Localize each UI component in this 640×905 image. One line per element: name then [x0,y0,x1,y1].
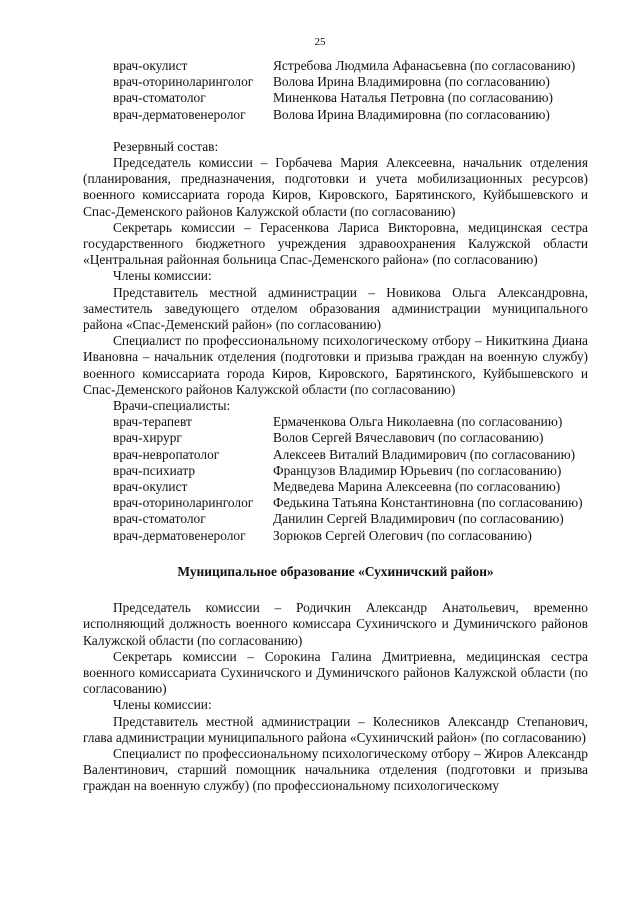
list-item [83,107,588,123]
sukhinichi-local-admin: Представитель местной администрации – Колесников Александр Степанович, глава администрации муниципального района «Сухиничский район» (по согласованию) [83,713,588,745]
specialist-person: Федькина Татьяна Константиновна (по согласованию) [273,495,583,511]
specialist-person: Медведева Марина Алексеевна (по согласованию) [273,479,561,495]
specialist-role: врач-хирург [113,430,182,446]
specialist-person: Алексеев Виталий Владимирович (по согласованию) [273,446,576,462]
reserve-chairman: Председатель комиссии – Горбачева Мария Алексеевна, начальник отделения (планирования, предназначения, подготовки и учета мобилизационных ресурсов) военного комиссариата города Киров, Кировского, Барятинского, Куйбышевского и Спас-Деменского районов Калужской области (по согласованию) [83,155,588,219]
sukhinichi-members-heading: Члены комиссии: [113,697,212,713]
specialist-person: Данилин Сергей Владимирович (по согласованию) [273,511,564,527]
specialist-role: врач-окулист [113,479,188,495]
sukhinichi-secretary: Секретарь комиссии – Сорокина Галина Дмитриевна, медицинская сестра военного комиссариата Сухиничского и Думиничского районов Калужской области (по согласованию) [83,648,588,697]
specialist-role: врач-дерматовенеролог [113,527,246,543]
reserve-doctors-list [83,414,588,544]
reserve-members-heading: Члены комиссии: [113,268,212,284]
reserve-secretary: Секретарь комиссии – Герасенкова Лариса Викторовна, медицинская сестра государственного бюджетного учреждения здравоохранения Калужской области «Центральная районная больница Спас-Деменского района» (по согласованию) [83,219,588,268]
list-item [83,447,588,463]
spacer [83,123,588,139]
specialist-role: врач-стоматолог [113,511,206,527]
specialist-role: врач-стоматолог [113,90,206,106]
top-specialists-list [83,58,588,123]
specialist-person: Миненкова Наталья Петровна (по согласованию) [273,90,554,106]
specialist-person: Ермаченкова Ольга Николаевна (по согласованию) [273,414,563,430]
specialist-person: Волов Сергей Вячеславович (по согласованию) [273,430,544,446]
document-body [83,58,588,795]
list-item [83,495,588,511]
specialist-role: врач-окулист [113,58,188,73]
specialist-person: Зорюков Сергей Олегович (по согласованию) [273,527,532,543]
specialist-person: Французов Владимир Юрьевич (по согласованию) [273,462,562,478]
specialist-role: врач-невропатолог [113,446,220,462]
specialist-role: врач-оториноларинголог [113,495,254,511]
reserve-psych-specialist: Специалист по профессиональному психологическому отбору – Никиткина Диана Ивановна – начальник отделения (подготовки и призыва граждан на военную службу) военного комиссариата города Киров, Кировского, Барятинского, Куйбышевского и Спас-Деменского районов Калужской области (по согласованию) [83,333,588,397]
list-item [83,528,588,544]
sukhinichi-psych-specialist: Специалист по профессиональному психологическому отбору – Жиров Александр Валентинович, старший помощник начальника отделения (подготовки и призыва граждан на военную службу) (по профессиональному психологическому [83,745,588,794]
spacer [83,544,588,564]
list-item [83,430,588,446]
section-title: Муниципальное образование «Сухиничский район» [177,563,494,579]
list-item [83,58,588,74]
list-item [83,511,588,527]
list-item [83,479,588,495]
reserve-heading: Резервный состав: [113,138,219,154]
specialist-role: врач-оториноларинголог [113,74,254,90]
sukhinichi-chairman: Председатель комиссии – Родичкин Александр Анатольевич, временно исполняющий должность военного комиссара Сухиничского и Думиничского районов Калужской области (по согласованию) [83,600,588,648]
list-item [83,414,588,430]
specialist-role: врач-дерматовенеролог [113,106,246,122]
spacer [83,580,588,600]
specialist-person: Волова Ирина Владимировна (по согласованию) [273,74,550,90]
specialist-person: Ястребова Людмила Афанасьевна (по согласованию) [273,58,576,73]
page-number: 25 [314,36,326,48]
list-item [83,74,588,90]
specialist-person: Волова Ирина Владимировна (по согласованию) [273,106,550,122]
specialist-role: врач-терапевт [113,414,192,430]
reserve-local-admin: Представитель местной администрации – Новикова Ольга Александровна, заместитель заведующего отделом образования администрации муниципального района «Спас-Деменский район» (по согласованию) [83,284,588,333]
reserve-doctors-heading: Врачи-специалисты: [113,398,231,414]
list-item [83,90,588,106]
list-item [83,463,588,479]
specialist-role: врач-психиатр [113,462,196,478]
